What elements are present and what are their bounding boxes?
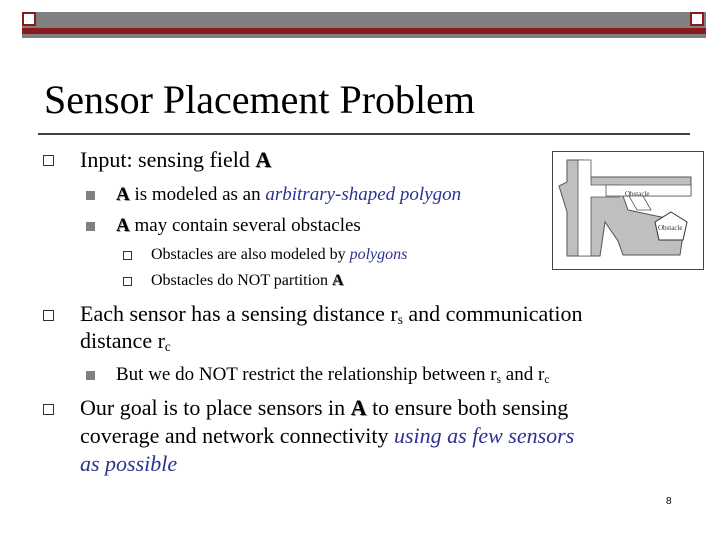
bullet-text: is modeled as an xyxy=(129,184,266,205)
subscript-s: s xyxy=(397,312,403,327)
bullet-text: and communication xyxy=(402,301,583,326)
bullet-text: coverage and network connectivity xyxy=(80,423,394,448)
title-underline xyxy=(38,133,690,135)
field-symbol: A xyxy=(332,272,344,289)
bullet-text: distance r xyxy=(80,328,165,353)
bullet-obstacle-polygons-line xyxy=(151,245,407,265)
field-symbol: A xyxy=(116,184,130,205)
emphasis-text: using as few sensors xyxy=(393,423,575,448)
bullet-goal-line2 xyxy=(80,423,574,449)
bullet-text: Obstacles are also modeled by xyxy=(151,246,350,263)
slide-title: Sensor Placement Problem xyxy=(44,77,476,122)
bullet-text: But we do NOT restrict the relationship between r xyxy=(116,364,497,385)
subscript-s: s xyxy=(496,374,502,386)
emphasis-text: polygons xyxy=(349,246,408,263)
right-square-ornament xyxy=(690,12,704,26)
obstacle-label-2: Obstacle xyxy=(658,224,683,232)
bullet-filled-square xyxy=(86,222,95,231)
bullet-sensing-distance-line1 xyxy=(80,301,582,327)
sensing-field-diagram xyxy=(553,152,703,269)
top-decoration-bar xyxy=(22,12,706,38)
gray-band xyxy=(22,12,706,38)
bullet-text: and r xyxy=(501,364,545,385)
bullet-text: may contain several obstacles xyxy=(129,215,361,236)
emphasis-text: as possible xyxy=(80,451,178,476)
bullet-input-line xyxy=(80,147,271,173)
bullet-sensing-distance-line2 xyxy=(80,328,171,354)
bullet-goal-line1 xyxy=(80,395,568,421)
bullet-hollow-square xyxy=(43,310,54,321)
bullet-text: Input: sensing field xyxy=(80,147,256,172)
obstacle-label-1: Obstacle xyxy=(625,190,650,198)
bullet-no-restrict-line xyxy=(116,363,549,387)
bullet-filled-square xyxy=(86,191,95,200)
field-symbol: A xyxy=(255,147,272,172)
bullet-text: to ensure both sensing xyxy=(366,395,569,420)
bullet-hollow-square-small xyxy=(123,277,132,286)
bullet-hollow-square xyxy=(43,404,54,415)
sensing-field-figure xyxy=(552,151,704,270)
bullet-obstacles-line xyxy=(116,214,361,238)
bullet-hollow-square xyxy=(43,155,54,166)
bullet-text: Each sensor has a sensing distance r xyxy=(80,301,398,326)
field-symbol: A xyxy=(350,395,367,420)
field-symbol: A xyxy=(116,215,130,236)
page-number: 8 xyxy=(666,496,672,507)
subscript-c: c xyxy=(544,374,550,386)
emphasis-text: arbitrary-shaped polygon xyxy=(265,184,462,205)
bullet-text: Our goal is to place sensors in xyxy=(80,395,351,420)
bullet-filled-square xyxy=(86,371,95,380)
bullet-hollow-square-small xyxy=(123,251,132,260)
bullet-polygon-line xyxy=(116,183,461,207)
bullet-text: Obstacles do NOT partition xyxy=(151,272,333,289)
bullet-goal-line3 xyxy=(80,451,177,477)
subscript-c: c xyxy=(164,339,171,354)
bullet-no-partition-line xyxy=(151,271,344,291)
left-square-ornament xyxy=(22,12,36,26)
red-line xyxy=(22,28,706,34)
